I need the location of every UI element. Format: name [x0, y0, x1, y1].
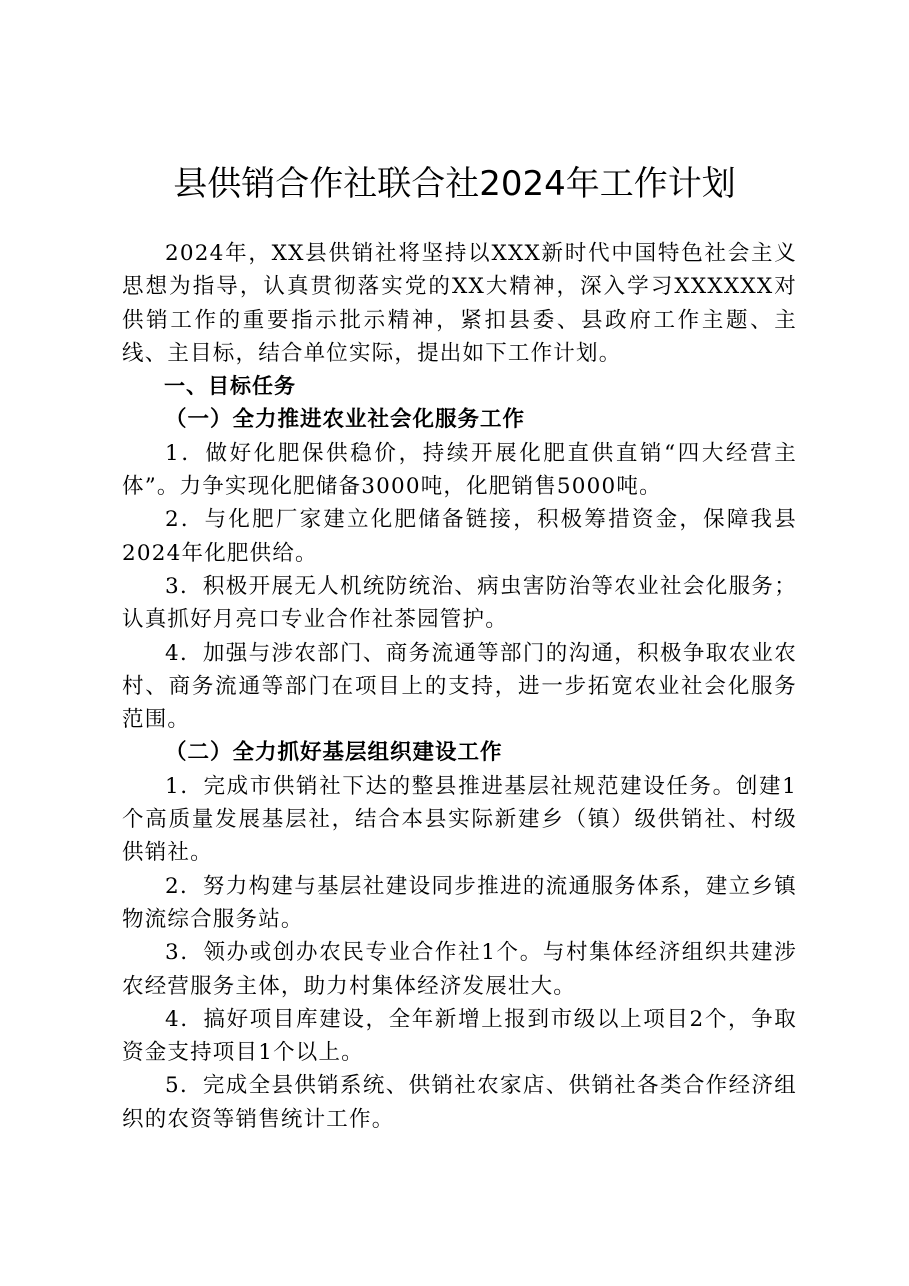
list-item: 4．加强与涉农部门、商务流通等部门的沟通，积极争取农业农村、商务流通等部门在项目上的支持，进一步拓宽农业社会化服务范围。 — [122, 640, 797, 733]
intro-paragraph: 2024年，XX县供销社将坚持以XXX新时代中国特色社会主义思想为指导，认真贯彻落实党的XX大精神，深入学习XXXXXX对供销工作的重要指示批示精神，紧扣县委、县政府工作主题、主线、主目标，结合单位实际，提出如下工作计划。 — [122, 241, 797, 366]
list-item: 4．搞好项目库建设，全年新增上报到市级以上项目2个，争取资金支持项目1个以上。 — [122, 1006, 797, 1066]
document-title: 县供销合作社联合社2024年工作计划 — [173, 164, 736, 204]
section-heading-targets: 一、目标任务 — [164, 374, 296, 399]
document-body — [122, 237, 797, 1136]
list-item: 2．努力构建与基层社建设同步推进的流通服务体系，建立乡镇物流综合服务站。 — [122, 873, 797, 932]
list-item: 1．做好化肥保供稳价，持续开展化肥直供直销“四大经营主体”。力争实现化肥储备3000吨，化肥销售5000吨。 — [122, 440, 797, 500]
list-item: 2．与化肥厂家建立化肥储备链接，积极筹措资金，保障我县2024年化肥供给。 — [122, 507, 797, 566]
subsection-heading-agri-service: （一）全力推进农业社会化服务工作 — [165, 407, 526, 433]
list-item: 3．领办或创办农民专业合作社1个。与村集体经济组织共建涉农经营服务主体，助力村集体经济发展壮大。 — [122, 940, 797, 999]
list-item: 1．完成市供销社下达的整县推进基层社规范建设任务。创建1个高质量发展基层社，结合本县实际新建乡（镇）级供销社、村级供销社。 — [122, 773, 797, 866]
subsection-heading-grassroots: （二）全力抓好基层组织建设工作 — [165, 740, 503, 766]
list-item: 5．完成全县供销系统、供销社农家店、供销社各类合作经济组织的农资等销售统计工作。 — [122, 1073, 797, 1132]
list-item: 3．积极开展无人机统防统治、病虫害防治等农业社会化服务；认真抓好月亮口专业合作社茶园管护。 — [122, 573, 797, 633]
